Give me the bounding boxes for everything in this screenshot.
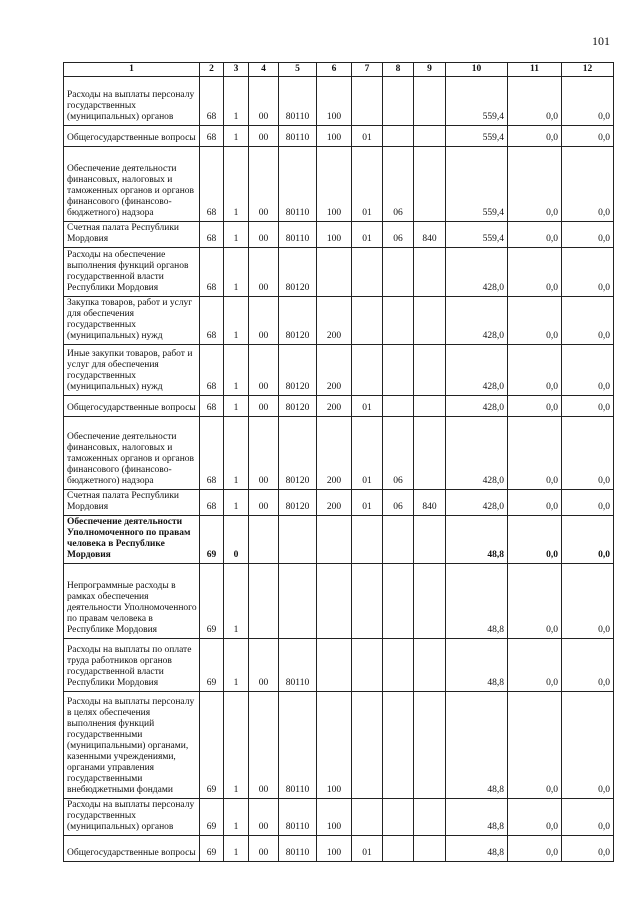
col-3-cell: 1 <box>224 799 249 836</box>
col-3-cell: 1 <box>224 564 249 639</box>
amount-2021-cell: 0,0 <box>508 345 562 396</box>
amount-2022-cell: 0,0 <box>562 297 614 345</box>
expense-type-cell <box>317 516 352 564</box>
col-2-cell: 68 <box>200 222 224 248</box>
agency-code-cell <box>414 417 446 490</box>
amount-2022-cell: 0,0 <box>562 836 614 862</box>
header-cell: 12 <box>562 63 614 77</box>
row-description-cell: Расходы на выплаты персоналу государственных (муниципальных) органов <box>64 77 200 126</box>
amount-2022-cell: 0,0 <box>562 692 614 799</box>
expense-type-cell: 100 <box>317 222 352 248</box>
col-3-cell: 1 <box>224 836 249 862</box>
amount-2020-cell: 48,8 <box>446 799 508 836</box>
row-description-cell: Расходы на обеспечение выполнения функций органов государственной власти Республики Мордовия <box>64 248 200 297</box>
target-article-cell: 80110 <box>279 77 317 126</box>
agency-code-cell <box>414 297 446 345</box>
amount-2021-cell: 0,0 <box>508 396 562 417</box>
amount-2022-cell: 0,0 <box>562 345 614 396</box>
row-description-cell: Иные закупки товаров, работ и услуг для обеспечения государственных (муниципальных) нужд <box>64 345 200 396</box>
table-row <box>64 516 614 564</box>
col-4-cell: 00 <box>249 836 279 862</box>
amount-2020-cell: 428,0 <box>446 248 508 297</box>
subsection-cell <box>383 639 414 692</box>
section-cell <box>352 77 383 126</box>
subsection-cell <box>383 297 414 345</box>
amount-2020-cell: 428,0 <box>446 417 508 490</box>
row-description-cell: Счетная палата Республики Мордовия <box>64 222 200 248</box>
target-article-cell <box>279 564 317 639</box>
subsection-cell <box>383 564 414 639</box>
amount-2022-cell: 0,0 <box>562 396 614 417</box>
amount-2022-cell: 0,0 <box>562 77 614 126</box>
amount-2020-cell: 428,0 <box>446 345 508 396</box>
table-row <box>64 248 614 297</box>
agency-code-cell: 840 <box>414 222 446 248</box>
col-3-cell: 1 <box>224 639 249 692</box>
amount-2022-cell: 0,0 <box>562 516 614 564</box>
agency-code-cell <box>414 799 446 836</box>
header-cell: 11 <box>508 63 562 77</box>
subsection-cell <box>383 799 414 836</box>
subsection-cell <box>383 77 414 126</box>
col-4-cell <box>249 516 279 564</box>
target-article-cell: 80110 <box>279 222 317 248</box>
amount-2021-cell: 0,0 <box>508 490 562 516</box>
col-4-cell: 00 <box>249 126 279 147</box>
target-article-cell <box>279 516 317 564</box>
amount-2020-cell: 559,4 <box>446 126 508 147</box>
target-article-cell: 80110 <box>279 799 317 836</box>
section-cell <box>352 248 383 297</box>
expense-type-cell <box>317 639 352 692</box>
col-3-cell: 1 <box>224 490 249 516</box>
amount-2020-cell: 48,8 <box>446 564 508 639</box>
subsection-cell <box>383 396 414 417</box>
section-cell: 01 <box>352 836 383 862</box>
col-2-cell: 69 <box>200 564 224 639</box>
amount-2022-cell: 0,0 <box>562 564 614 639</box>
header-cell: 5 <box>279 63 317 77</box>
col-3-cell: 1 <box>224 297 249 345</box>
amount-2021-cell: 0,0 <box>508 126 562 147</box>
table-row <box>64 639 614 692</box>
budget-table <box>63 62 614 862</box>
header-cell: 9 <box>414 63 446 77</box>
section-cell <box>352 564 383 639</box>
col-4-cell: 00 <box>249 147 279 222</box>
amount-2021-cell: 0,0 <box>508 297 562 345</box>
amount-2022-cell: 0,0 <box>562 126 614 147</box>
expense-type-cell: 200 <box>317 396 352 417</box>
amount-2021-cell: 0,0 <box>508 639 562 692</box>
subsection-cell: 06 <box>383 222 414 248</box>
amount-2020-cell: 48,8 <box>446 516 508 564</box>
agency-code-cell <box>414 77 446 126</box>
target-article-cell: 80110 <box>279 836 317 862</box>
section-cell: 01 <box>352 222 383 248</box>
row-description-cell: Расходы на выплаты по оплате труда работников органов государственной власти Республики Мордовия <box>64 639 200 692</box>
target-article-cell: 80120 <box>279 248 317 297</box>
amount-2021-cell: 0,0 <box>508 222 562 248</box>
amount-2020-cell: 48,8 <box>446 692 508 799</box>
row-description-cell: Расходы на выплаты персоналу государственных (муниципальных) органов <box>64 799 200 836</box>
amount-2022-cell: 0,0 <box>562 490 614 516</box>
amount-2021-cell: 0,0 <box>508 799 562 836</box>
col-2-cell: 69 <box>200 639 224 692</box>
agency-code-cell <box>414 147 446 222</box>
header-cell: 1 <box>64 63 200 77</box>
col-3-cell: 1 <box>224 147 249 222</box>
col-4-cell: 00 <box>249 77 279 126</box>
col-2-cell: 69 <box>200 799 224 836</box>
expense-type-cell: 100 <box>317 77 352 126</box>
col-2-cell: 69 <box>200 516 224 564</box>
expense-type-cell <box>317 248 352 297</box>
col-4-cell: 00 <box>249 639 279 692</box>
col-2-cell: 68 <box>200 126 224 147</box>
subsection-cell <box>383 126 414 147</box>
section-cell: 01 <box>352 147 383 222</box>
section-cell <box>352 345 383 396</box>
col-4-cell: 00 <box>249 222 279 248</box>
amount-2022-cell: 0,0 <box>562 147 614 222</box>
agency-code-cell <box>414 564 446 639</box>
col-2-cell: 68 <box>200 147 224 222</box>
col-4-cell: 00 <box>249 396 279 417</box>
target-article-cell: 80110 <box>279 692 317 799</box>
header-row <box>64 63 614 77</box>
subsection-cell <box>383 516 414 564</box>
col-3-cell: 1 <box>224 222 249 248</box>
amount-2021-cell: 0,0 <box>508 564 562 639</box>
col-3-cell: 1 <box>224 417 249 490</box>
expense-type-cell: 200 <box>317 417 352 490</box>
col-4-cell <box>249 564 279 639</box>
section-cell <box>352 639 383 692</box>
col-4-cell: 00 <box>249 248 279 297</box>
target-article-cell: 80110 <box>279 639 317 692</box>
col-3-cell: 1 <box>224 126 249 147</box>
section-cell: 01 <box>352 417 383 490</box>
target-article-cell: 80120 <box>279 490 317 516</box>
table-row <box>64 222 614 248</box>
amount-2022-cell: 0,0 <box>562 639 614 692</box>
table-row <box>64 345 614 396</box>
table-row <box>64 564 614 639</box>
col-2-cell: 68 <box>200 490 224 516</box>
amount-2020-cell: 559,4 <box>446 147 508 222</box>
row-description-cell: Непрограммные расходы в рамках обеспечения деятельности Уполномоченного по правам человека в Республике Мордовия <box>64 564 200 639</box>
col-3-cell: 1 <box>224 345 249 396</box>
amount-2021-cell: 0,0 <box>508 417 562 490</box>
table-row <box>64 417 614 490</box>
col-4-cell: 00 <box>249 799 279 836</box>
table-row <box>64 692 614 799</box>
expense-type-cell: 200 <box>317 490 352 516</box>
expense-type-cell: 100 <box>317 147 352 222</box>
table-body <box>64 63 614 862</box>
amount-2020-cell: 428,0 <box>446 297 508 345</box>
target-article-cell: 80110 <box>279 147 317 222</box>
agency-code-cell <box>414 836 446 862</box>
expense-type-cell: 200 <box>317 345 352 396</box>
subsection-cell <box>383 692 414 799</box>
agency-code-cell <box>414 248 446 297</box>
header-cell: 3 <box>224 63 249 77</box>
amount-2022-cell: 0,0 <box>562 222 614 248</box>
col-4-cell: 00 <box>249 417 279 490</box>
row-description-cell: Общегосударственные вопросы <box>64 126 200 147</box>
section-cell <box>352 692 383 799</box>
section-cell <box>352 297 383 345</box>
col-2-cell: 68 <box>200 417 224 490</box>
table-row <box>64 490 614 516</box>
section-cell <box>352 516 383 564</box>
amount-2020-cell: 48,8 <box>446 639 508 692</box>
row-description-cell: Закупка товаров, работ и услуг для обеспечения государственных (муниципальных) нужд <box>64 297 200 345</box>
amount-2020-cell: 428,0 <box>446 396 508 417</box>
amount-2020-cell: 428,0 <box>446 490 508 516</box>
amount-2021-cell: 0,0 <box>508 836 562 862</box>
header-cell: 4 <box>249 63 279 77</box>
section-cell <box>352 799 383 836</box>
expense-type-cell: 200 <box>317 297 352 345</box>
col-2-cell: 68 <box>200 297 224 345</box>
amount-2020-cell: 559,4 <box>446 77 508 126</box>
header-cell: 8 <box>383 63 414 77</box>
section-cell: 01 <box>352 126 383 147</box>
header-cell: 2 <box>200 63 224 77</box>
amount-2021-cell: 0,0 <box>508 692 562 799</box>
table-row <box>64 126 614 147</box>
row-description-cell: Расходы на выплаты персоналу в целях обеспечения выполнения функций государственными (муниципальными) органами, казенными учреждениями, органами управления государственными внебюджетными фондами <box>64 692 200 799</box>
amount-2021-cell: 0,0 <box>508 147 562 222</box>
table-row <box>64 77 614 126</box>
amount-2020-cell: 48,8 <box>446 836 508 862</box>
col-3-cell: 0 <box>224 516 249 564</box>
col-2-cell: 68 <box>200 248 224 297</box>
target-article-cell: 80120 <box>279 396 317 417</box>
col-3-cell: 1 <box>224 396 249 417</box>
agency-code-cell <box>414 396 446 417</box>
col-2-cell: 68 <box>200 345 224 396</box>
col-2-cell: 69 <box>200 836 224 862</box>
row-description-cell: Обеспечение деятельности Уполномоченного по правам человека в Республике Мордовия <box>64 516 200 564</box>
target-article-cell: 80120 <box>279 345 317 396</box>
table-row <box>64 396 614 417</box>
table-row <box>64 836 614 862</box>
agency-code-cell <box>414 692 446 799</box>
amount-2022-cell: 0,0 <box>562 799 614 836</box>
subsection-cell: 06 <box>383 147 414 222</box>
col-4-cell: 00 <box>249 345 279 396</box>
subsection-cell <box>383 836 414 862</box>
amount-2020-cell: 559,4 <box>446 222 508 248</box>
agency-code-cell: 840 <box>414 490 446 516</box>
col-2-cell: 68 <box>200 396 224 417</box>
agency-code-cell <box>414 126 446 147</box>
amount-2021-cell: 0,0 <box>508 77 562 126</box>
row-description-cell: Общегосударственные вопросы <box>64 836 200 862</box>
subsection-cell: 06 <box>383 490 414 516</box>
header-cell: 7 <box>352 63 383 77</box>
expense-type-cell: 100 <box>317 126 352 147</box>
agency-code-cell <box>414 516 446 564</box>
agency-code-cell <box>414 345 446 396</box>
subsection-cell: 06 <box>383 417 414 490</box>
row-description-cell: Обеспечение деятельности финансовых, налоговых и таможенных органов и органов финансового (финансово-бюджетного) надзора <box>64 147 200 222</box>
expense-type-cell <box>317 564 352 639</box>
col-4-cell: 00 <box>249 297 279 345</box>
col-3-cell: 1 <box>224 77 249 126</box>
target-article-cell: 80120 <box>279 297 317 345</box>
col-4-cell: 00 <box>249 490 279 516</box>
agency-code-cell <box>414 639 446 692</box>
col-4-cell: 00 <box>249 692 279 799</box>
header-cell: 6 <box>317 63 352 77</box>
row-description-cell: Счетная палата Республики Мордовия <box>64 490 200 516</box>
page-number: 101 <box>592 34 610 48</box>
col-2-cell: 69 <box>200 692 224 799</box>
expense-type-cell: 100 <box>317 799 352 836</box>
subsection-cell <box>383 345 414 396</box>
expense-type-cell: 100 <box>317 836 352 862</box>
col-3-cell: 1 <box>224 248 249 297</box>
table-row <box>64 297 614 345</box>
target-article-cell: 80110 <box>279 126 317 147</box>
table-row <box>64 147 614 222</box>
amount-2022-cell: 0,0 <box>562 248 614 297</box>
row-description-cell: Обеспечение деятельности финансовых, налоговых и таможенных органов и органов финансового (финансово-бюджетного) надзора <box>64 417 200 490</box>
amount-2021-cell: 0,0 <box>508 248 562 297</box>
header-cell: 10 <box>446 63 508 77</box>
subsection-cell <box>383 248 414 297</box>
table-row <box>64 799 614 836</box>
section-cell: 01 <box>352 396 383 417</box>
section-cell: 01 <box>352 490 383 516</box>
col-3-cell: 1 <box>224 692 249 799</box>
target-article-cell: 80120 <box>279 417 317 490</box>
expense-type-cell: 100 <box>317 692 352 799</box>
col-2-cell: 68 <box>200 77 224 126</box>
row-description-cell: Общегосударственные вопросы <box>64 396 200 417</box>
amount-2021-cell: 0,0 <box>508 516 562 564</box>
amount-2022-cell: 0,0 <box>562 417 614 490</box>
